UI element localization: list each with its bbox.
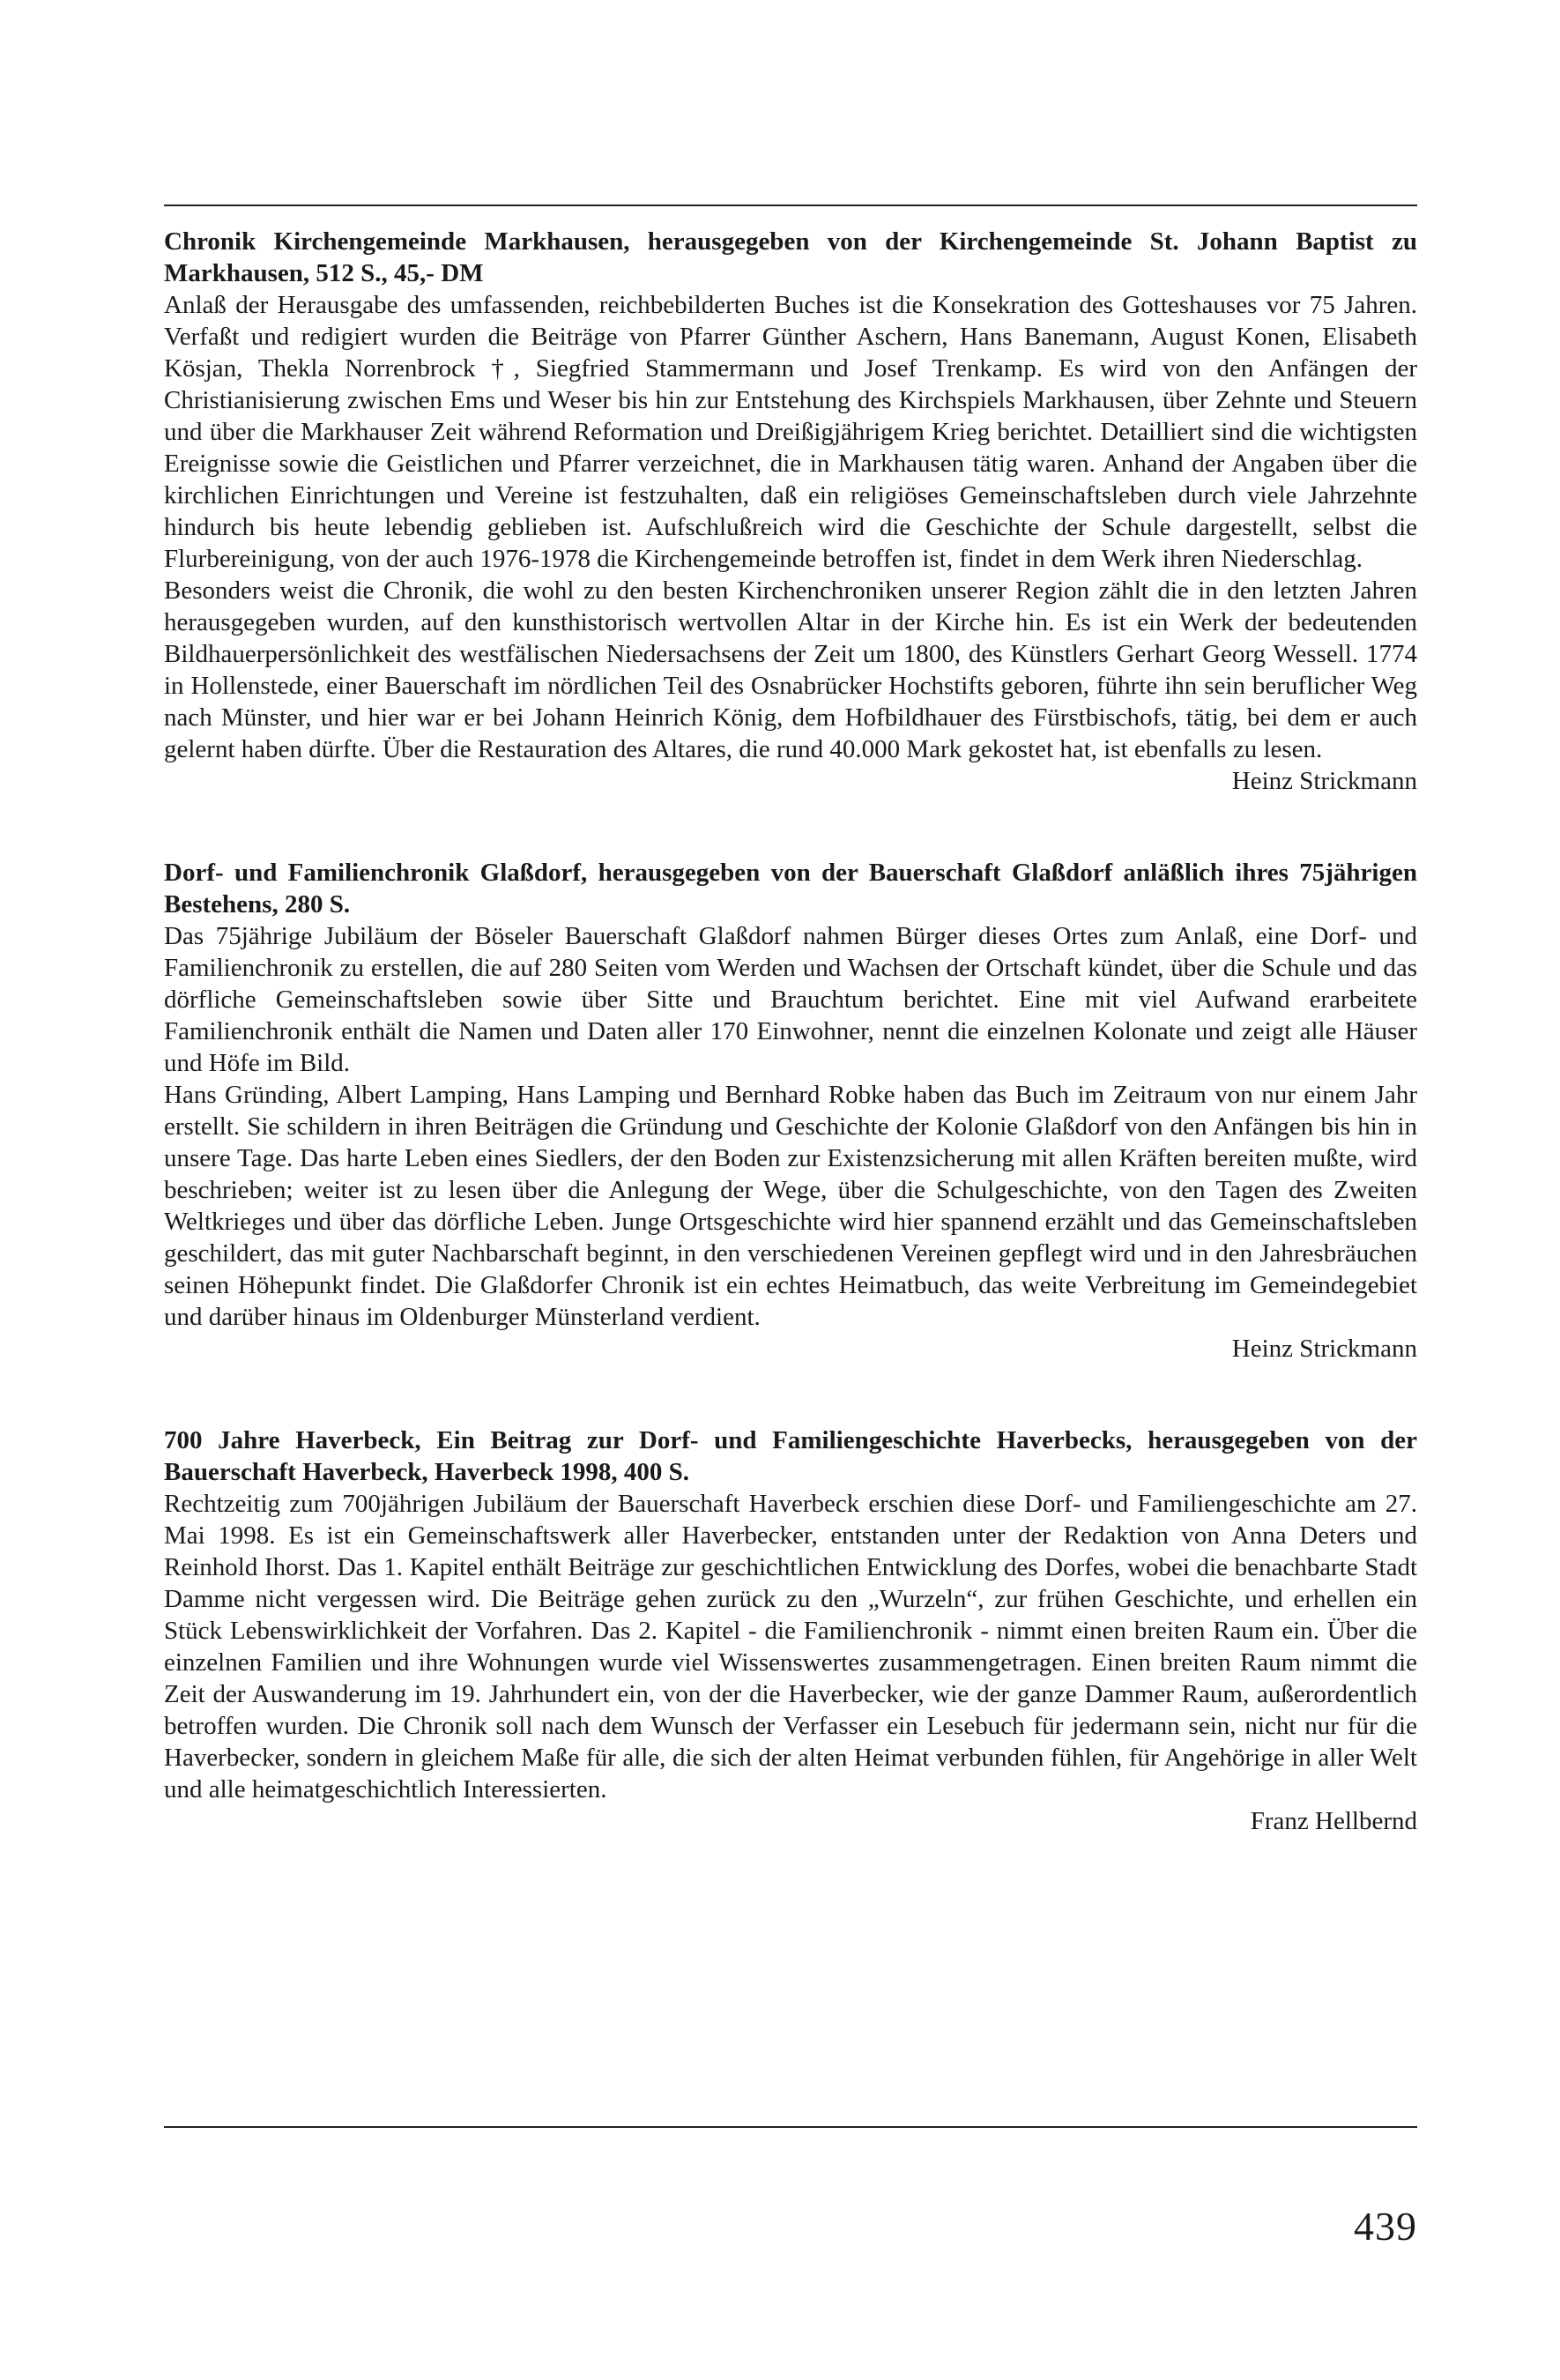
review-title: 700 Jahre Haverbeck, Ein Beitrag zur Dorf- und Familiengeschichte Haverbecks, herausgegeben von der Bauerschaft Haverbeck, Haverbeck 1998, 400 S.	[164, 1426, 1417, 1486]
page-content	[164, 205, 1417, 1837]
review-paragraph: Anlaß der Herausgabe des umfassenden, reichbebilderten Buches ist die Konsekration des Gotteshauses vor 75 Jahren. Verfaßt und redigiert wurden die Beiträge von Pfarrer Günther Aschern, Hans Banemann, August Konen, Elisabeth Kösjan, Thekla Norrenbrock †, Siegfried Stammermann und Josef Trenkamp. Es wird von den Anfängen der Christianisierung zwischen Ems und Weser bis hin zur Entstehung des Kirchspiels Markhausen, über Zehnte und Steuern und über die Markhauser Zeit während Reformation und Dreißigjährigem Krieg berichtet. Detailliert sind die wichtigsten Ereignisse sowie die Geistlichen und Pfarrer verzeichnet, die in Markhausen tätig waren. Anhand der Angaben über die kirchlichen Einrichtungen und Vereine ist festzuhalten, daß ein religiöses Gemeinschaftsleben durch viele Jahrzehnte hindurch bis heute lebendig geblieben ist. Aufschlußreich wird die Geschichte der Schule dargestellt, selbst die Flurbereinigung, von der auch 1976-1978 die Kirchengemeinde betroffen ist, findet in dem Werk ihren Niederschlag.	[164, 291, 1417, 573]
review-paragraph: Das 75jährige Jubiläum der Böseler Bauerschaft Glaßdorf nahmen Bürger dieses Ortes zum Anlaß, eine Dorf- und Familienchronik zu erstellen, die auf 280 Seiten vom Werden und Wachsen der Ortschaft kündet, über die Schule und das dörfliche Gemeinschaftsleben sowie über Sitte und Brauchtum berichtet. Eine mit viel Aufwand erarbeitete Familienchronik enthält die Namen und Daten aller 170 Einwohner, nennt die einzelnen Kolonate und zeigt alle Häuser und Höfe im Bild.	[164, 922, 1417, 1077]
review-paragraph: Hans Gründing, Albert Lamping, Hans Lamping und Bernhard Robke haben das Buch im Zeitraum von nur einem Jahr erstellt. Sie schildern in ihren Beiträgen die Gründung und Geschichte der Kolonie Glaßdorf von den Anfängen bis hin in unsere Tage. Das harte Leben eines Siedlers, der den Boden zur Existenzsicherung mit allen Kräften bereiten mußte, wird beschrieben; weiter ist zu lesen über die Anlegung der Wege, über die Schulgeschichte, von den Tagen des Zweiten Weltkrieges und über das dörfliche Leben. Junge Ortsgeschichte wird hier spannend erzählt und das Gemeinschaftsleben geschildert, das mit guter Nachbarschaft beginnt, in den verschiedenen Vereinen gepflegt wird und in den Jahresbräuchen seinen Höhepunkt findet. Die Glaßdorfer Chronik ist ein echtes Heimatbuch, das weite Verbreitung im Gemeindegebiet und darüber hinaus im Oldenburger Münsterland verdient.	[164, 1081, 1417, 1331]
review-haverbeck	[164, 1424, 1417, 1837]
page-number: 439	[1354, 2204, 1417, 2249]
review-paragraph: Besonders weist die Chronik, die wohl zu den besten Kirchenchroniken unserer Region zählt die in den letzten Jahren herausgegeben wurden, auf den kunsthistorisch wertvollen Altar in der Kirche hin. Es ist ein Werk der bedeutenden Bildhauerpersönlichkeit des westfälischen Niedersachsens der Zeit um 1800, des Künstlers Gerhart Georg Wessell. 1774 in Hollenstede, einer Bauerschaft im nördlichen Teil des Osnabrücker Hochstifts geboren, führte ihn sein beruflicher Weg nach Münster, und hier war er bei Johann Heinrich König, dem Hofbildhauer des Fürstbischofs, tätig, bei dem er auch gelernt haben dürfte. Über die Restauration des Altares, die rund 40.000 Mark gekostet hat, ist ebenfalls zu lesen.	[164, 576, 1417, 763]
review-markhausen	[164, 226, 1417, 797]
review-author: Franz Hellbernd	[1250, 1807, 1417, 1835]
review-author: Heinz Strickmann	[1231, 1335, 1417, 1363]
review-title: Dorf- und Familienchronik Glaßdorf, herausgegeben von der Bauerschaft Glaßdorf anläßlich ihres 75jährigen Bestehens, 280 S.	[164, 859, 1417, 919]
top-rule	[164, 205, 1417, 206]
review-author: Heinz Strickmann	[1231, 767, 1417, 795]
bottom-rule	[164, 2126, 1417, 2128]
review-title: Chronik Kirchengemeinde Markhausen, herausgegeben von der Kirchengemeinde St. Johann Baptist zu Markhausen, 512 S., 45,- DM	[164, 227, 1417, 287]
review-glassdorf	[164, 857, 1417, 1365]
review-paragraph: Rechtzeitig zum 700jährigen Jubiläum der Bauerschaft Haverbeck erschien diese Dorf- und Familiengeschichte am 27. Mai 1998. Es ist ein Gemeinschaftswerk aller Haverbecker, entstanden unter der Redaktion von Anna Deters und Reinhold Ihorst. Das 1. Kapitel enthält Beiträge zur geschichtlichen Entwicklung des Dorfes, wobei die benachbarte Stadt Damme nicht vergessen wird. Die Beiträge gehen zurück zu den „Wurzeln“, zur frühen Geschichte, und erhellen ein Stück Lebenswirklichkeit der Vorfahren. Das 2. Kapitel - die Familienchronik - nimmt einen breiten Raum ein. Über die einzelnen Familien und ihre Wohnungen wurde viel Wissenswertes zusammengetragen. Einen breiten Raum nimmt die Zeit der Auswanderung im 19. Jahrhundert ein, von der die Haverbecker, wie der ganze Dammer Raum, außerordentlich betroffen wurden. Die Chronik soll nach dem Wunsch der Verfasser ein Lesebuch für jedermann sein, nicht nur für die Haverbecker, sondern in gleichem Maße für alle, die sich der alten Heimat verbunden fühlen, für Angehörige in aller Welt und alle heimatgeschichtlich Interessierten.	[164, 1490, 1417, 1804]
